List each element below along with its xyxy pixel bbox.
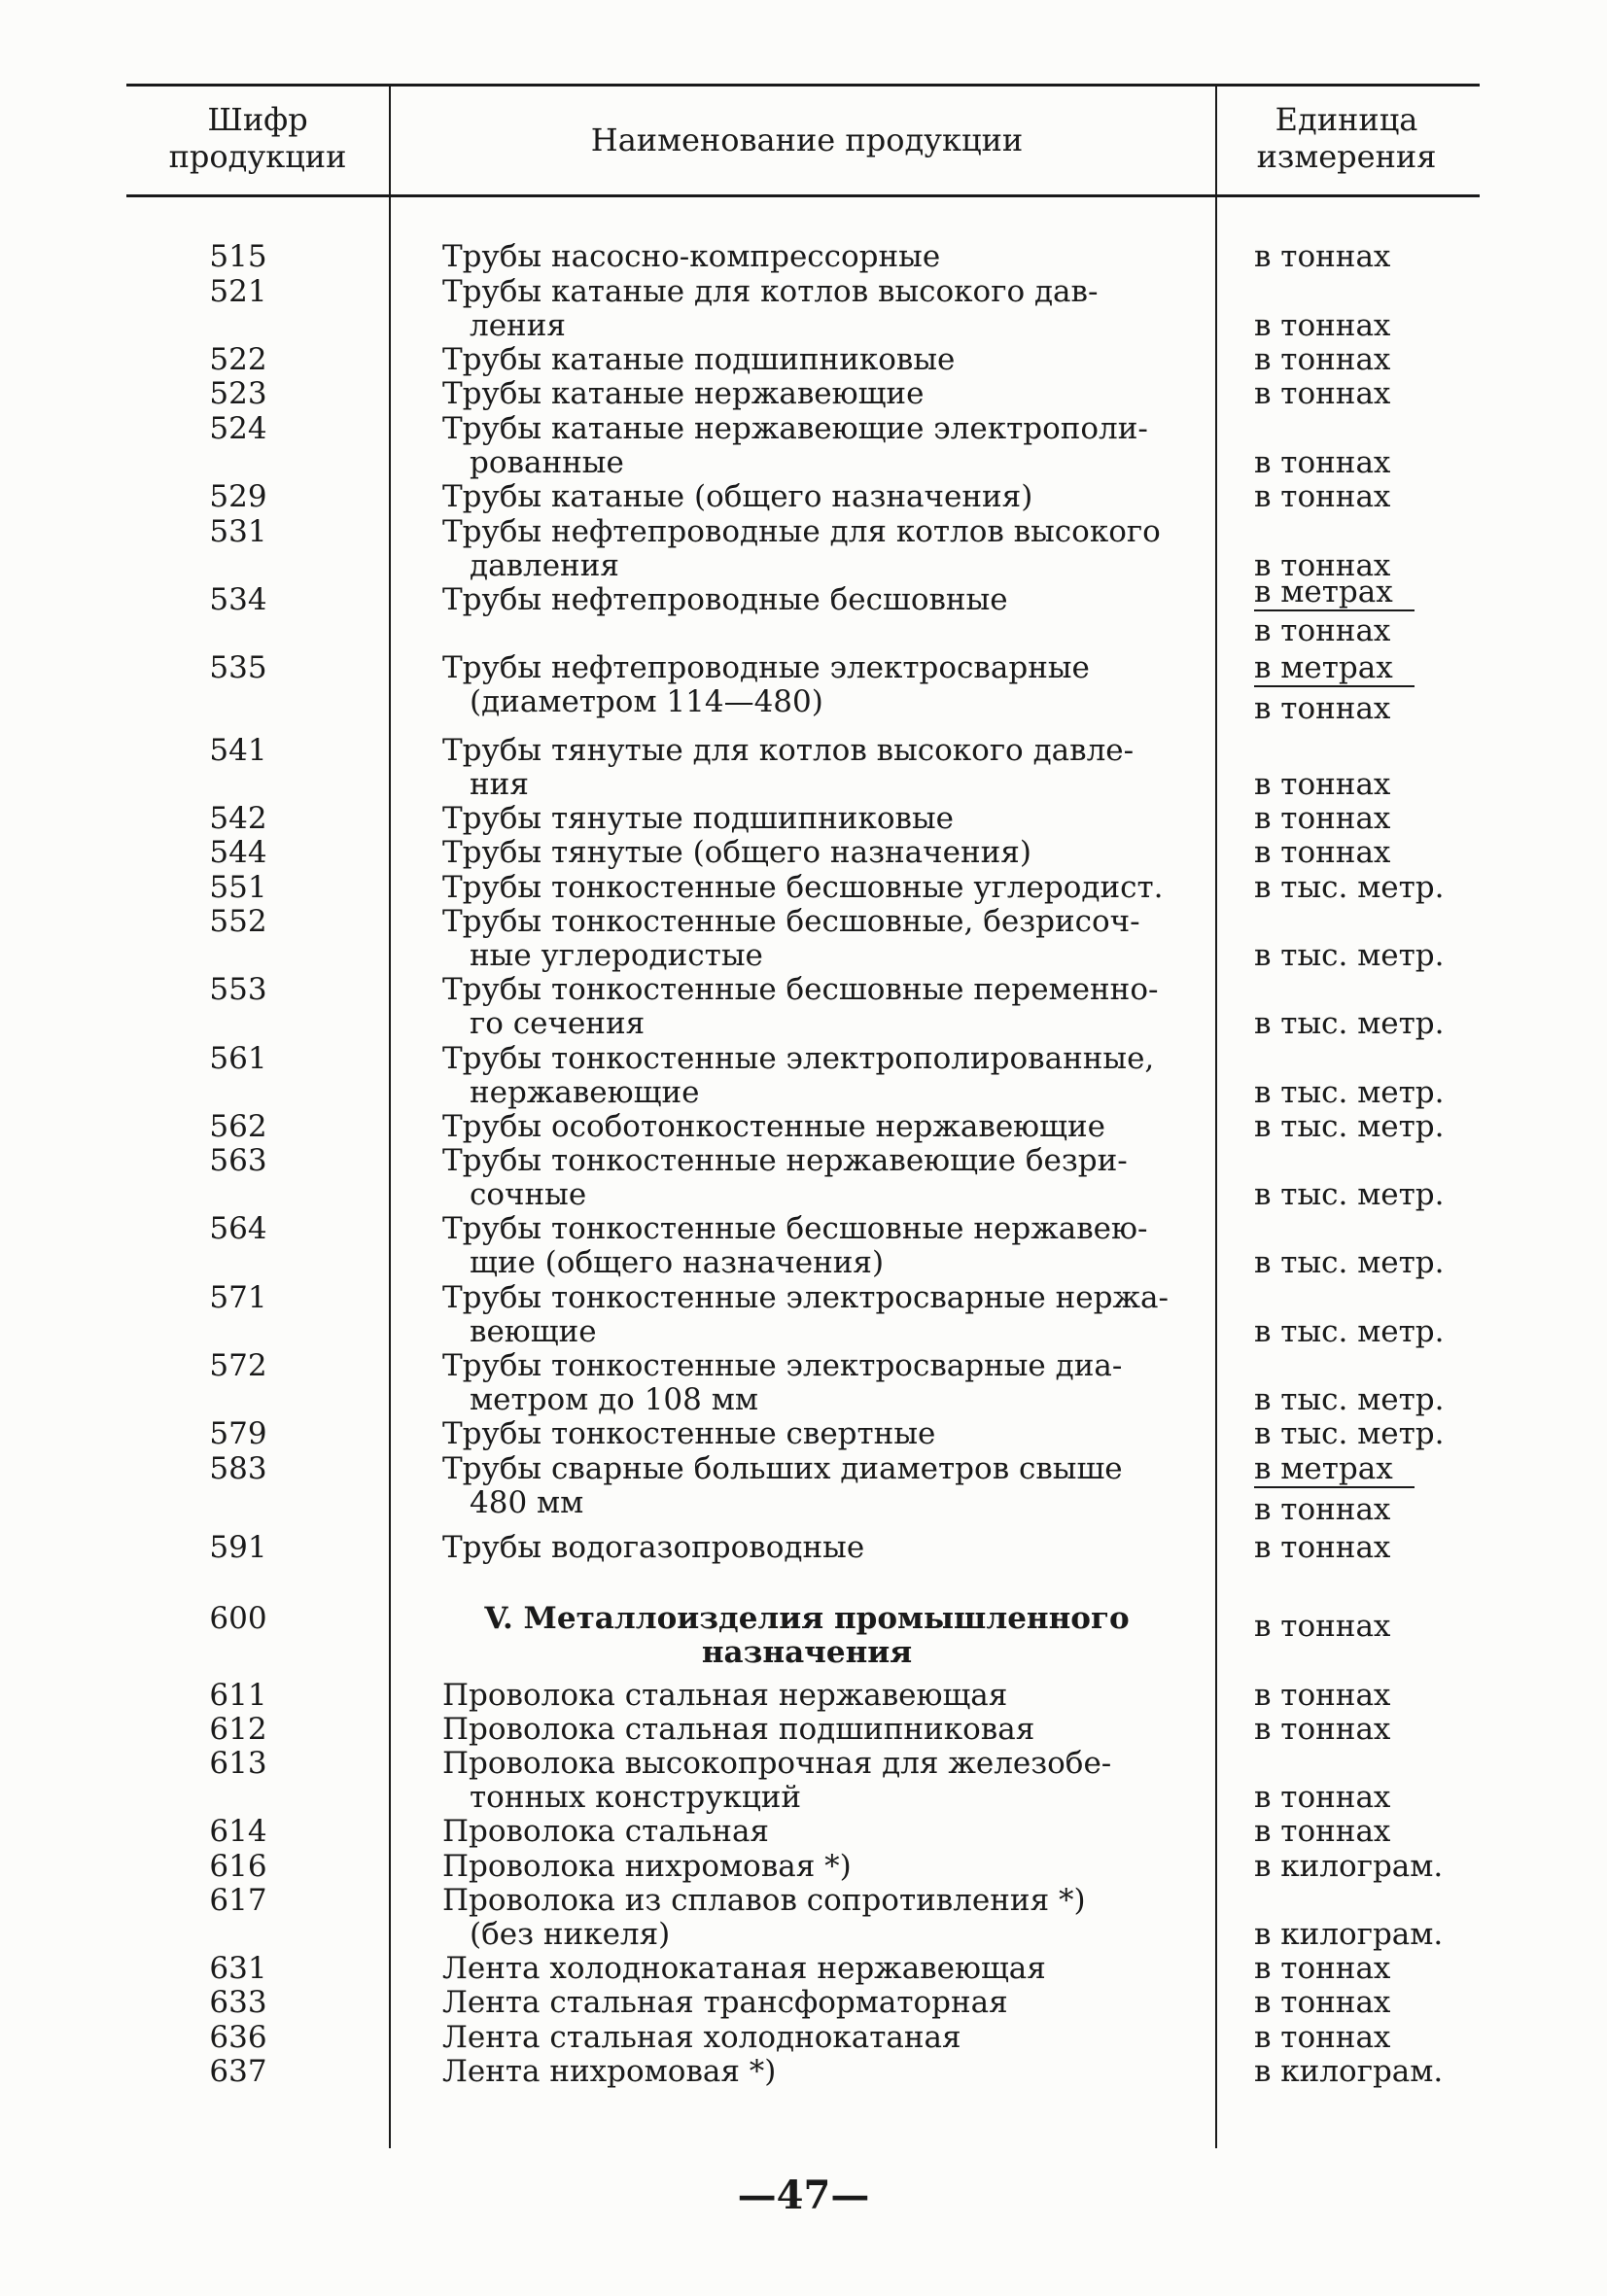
row-name-line: Проволока нихромовая *) [442,1849,852,1884]
row-unit: в тыс. метр. [1254,1006,1445,1041]
row-code: 521 [209,274,267,309]
row-code: 541 [209,733,267,768]
row-name [442,377,1171,411]
row-name [442,1884,1171,1952]
row-code: 534 [209,582,267,617]
row-name-line: Трубы особотонкостенные нержавеющие [442,1109,1105,1144]
row-unit: в тоннах [1254,1609,1391,1644]
row-code: 612 [209,1712,267,1747]
row-name-line: тонных конструкций [470,1780,802,1815]
row-code: 579 [209,1416,267,1451]
row-name-line: Трубы нефтепроводные для котлов высокого [442,514,1161,549]
row-code: 637 [209,2054,267,2089]
header-name: Наименование продукции [590,122,1024,158]
row-name-line: Трубы тонкостенные электрополированные, [442,1041,1155,1076]
row-name [442,836,1171,870]
row-code: 544 [209,835,267,870]
row-unit: в тыс. метр. [1254,1245,1445,1280]
row-name-line: Трубы водогазопроводные [442,1530,865,1565]
row-unit-primary: в метрах [1254,575,1415,611]
row-name [442,1531,1171,1565]
row-unit: в тоннах [1254,1951,1391,1986]
row-name-line: го сечения [470,1006,646,1041]
row-name-line: Лента нихромовая *) [442,2054,777,2089]
column-divider-right [1215,86,1217,2148]
row-unit: в тоннах [1254,308,1391,343]
row-name-line: ления [470,308,566,343]
row-name [442,583,1171,617]
row-name-line: веющие [470,1314,597,1349]
row-name-line: Проволока высокопрочная для железобе- [442,1746,1112,1781]
row-unit: в тоннах [1254,479,1391,514]
row-name-line: V. Металлоизделия промышленного [484,1601,1130,1636]
row-name-line: Трубы тонкостенные бесшовные нержавею- [442,1211,1148,1246]
row-unit-primary: в метрах [1254,1452,1415,1488]
row-unit: в тоннах [1254,801,1391,836]
row-unit: в тоннах [1254,835,1391,870]
row-name-line: Трубы тонкостенные бесшовные углеродист. [442,870,1164,905]
row-unit: в тоннах [1254,342,1391,377]
row-unit: в тоннах [1254,1780,1391,1815]
row-name-line: щие (общего назначения) [470,1245,885,1280]
row-name-line: Трубы катаные нержавеющие электрополи- [442,411,1148,446]
row-name [442,515,1171,583]
row-code: 616 [209,1849,267,1884]
row-code: 617 [209,1883,267,1918]
row-code: 600 [209,1601,267,1636]
row-unit: в тыс. метр. [1254,1075,1445,1110]
row-code: 561 [209,1041,267,1076]
row-name [442,1042,1171,1110]
row-code: 551 [209,870,267,905]
row-code: 542 [209,801,267,836]
row-unit: в тоннах [1254,548,1391,583]
row-name [442,905,1171,973]
row-name [442,1850,1171,1884]
row-name-line: Трубы сварные больших диаметров свыше [442,1451,1123,1486]
row-unit: в тоннах [1254,445,1391,480]
row-name [442,1212,1171,1280]
row-name [442,1747,1171,1815]
row-name-line: ния [470,767,529,802]
row-code: 529 [209,479,267,514]
row-name [442,480,1171,514]
column-divider-left [389,86,391,2148]
row-name-line: сочные [470,1177,587,1212]
row-name [442,1110,1171,1144]
header-unit: Единица измерения [1256,101,1437,175]
row-name [442,734,1171,802]
row-name-line: нержавеющие [470,1075,700,1110]
row-name-line: Трубы катаные нержавеющие [442,376,925,411]
row-name-line: Трубы тонкостенные свертные [442,1416,936,1451]
row-name [442,240,1171,274]
row-name-line: Лента стальная трансформаторная [442,1985,1008,2020]
row-unit: в тыс. метр. [1254,1177,1445,1212]
row-name-line: давления [470,548,619,583]
row-name [442,1144,1171,1212]
row-name-line: Трубы катаные подшипниковые [442,342,956,377]
row-unit-primary: в метрах [1254,651,1415,687]
row-code: 531 [209,514,267,549]
row-code: 523 [209,376,267,411]
row-unit: в тоннах [1254,767,1391,802]
row-unit: в тыс. метр. [1254,1109,1445,1144]
row-name-line: Трубы катаные для котлов высокого дав- [442,274,1099,309]
row-name [442,973,1171,1041]
row-unit: в тоннах [1254,1678,1391,1713]
row-code: 572 [209,1348,267,1383]
row-unit: в тоннах [1254,239,1391,274]
row-name-line: (диаметром 114—480) [470,684,823,719]
row-unit: в тоннах [1254,1985,1391,2020]
row-code: 631 [209,1951,267,1986]
row-name-line: Проволока стальная [442,1814,769,1849]
row-unit: в тоннах [1254,2020,1391,2055]
row-unit: в килограм. [1254,1849,1444,1884]
row-code: 552 [209,904,267,939]
row-name-line: Лента холоднокатаная нержавеющая [442,1951,1046,1986]
row-code: 524 [209,411,267,446]
row-name-line: ные углеродистые [470,938,763,973]
row-name-line: Проволока стальная подшипниковая [442,1712,1035,1747]
row-unit: в тыс. метр. [1254,1314,1445,1349]
row-name-line: Трубы нефтепроводные бесшовные [442,582,1008,617]
row-name-line: Трубы нефтепроводные электросварные [442,650,1090,685]
row-unit: в тыс. метр. [1254,1416,1445,1451]
row-name [442,651,1171,719]
row-name [442,2055,1171,2089]
row-code: 535 [209,650,267,685]
row-unit: в тоннах [1254,1530,1391,1565]
row-unit: в тоннах [1254,1814,1391,1849]
row-code: 633 [209,1985,267,2020]
row-name-line: Трубы тонкостенные бесшовные, безрисоч- [442,904,1140,939]
row-unit: в килограм. [1254,2054,1444,2089]
page-number: —47— [737,2173,870,2218]
row-unit-secondary: в тоннах [1254,1492,1391,1527]
row-name-line: Трубы тянутые (общего назначения) [442,835,1031,870]
row-code: 613 [209,1746,267,1781]
row-name-line: (без никеля) [470,1917,671,1952]
row-name-line: 480 мм [470,1485,584,1520]
row-unit: в тыс. метр. [1254,938,1445,973]
row-name-line: Проволока стальная нержавеющая [442,1678,1008,1713]
row-code: 563 [209,1143,267,1178]
row-unit: в тыс. метр. [1254,870,1445,905]
row-code: 583 [209,1451,267,1486]
row-unit: в тоннах [1254,1712,1391,1747]
row-name [442,1281,1171,1349]
row-name [442,275,1171,343]
row-code: 614 [209,1814,267,1849]
row-name [442,2021,1171,2055]
row-name-line: Трубы тонкостенные электросварные нержа- [442,1280,1169,1315]
row-unit-secondary: в тоннах [1254,613,1391,648]
row-code: 571 [209,1280,267,1315]
header-code: Шифр продукции [168,101,347,175]
row-name-line: Трубы катаные (общего назначения) [442,479,1033,514]
row-name [442,1986,1171,2020]
row-name [442,412,1171,480]
row-code: 522 [209,342,267,377]
row-name-line: метром до 108 мм [470,1382,758,1417]
row-name-line: Трубы тонкостенные нержавеющие безри- [442,1143,1128,1178]
row-name [442,1452,1171,1520]
row-code: 564 [209,1211,267,1246]
row-name [442,871,1171,905]
row-name-line: Трубы тянутые для котлов высокого давле- [442,733,1135,768]
row-code: 515 [209,239,267,274]
row-name-line: Проволока из сплавов сопротивления *) [442,1883,1086,1918]
row-name-line: назначения [701,1635,913,1670]
row-name-line: Трубы насосно-компрессорные [442,239,941,274]
row-unit: в килограм. [1254,1917,1444,1952]
row-name-line: Трубы тонкостенные электросварные диа- [442,1348,1123,1383]
row-name [442,1713,1171,1747]
row-code: 636 [209,2020,267,2055]
row-code: 553 [209,972,267,1007]
row-name [442,1417,1171,1451]
row-name [442,1679,1171,1713]
header-bottom-rule [126,194,1480,197]
row-code: 591 [209,1530,267,1565]
row-name [442,1952,1171,1986]
row-name [442,1815,1171,1849]
row-name [442,343,1171,377]
row-unit: в тоннах [1254,376,1391,411]
row-name [442,1349,1171,1417]
row-name-line: Лента стальная холоднокатаная [442,2020,961,2055]
row-name-line: Трубы тонкостенные бесшовные переменно- [442,972,1159,1007]
row-name-line: рованные [470,445,624,480]
row-name [442,802,1171,836]
row-unit-secondary: в тоннах [1254,691,1391,726]
section-heading [457,1602,1157,1670]
row-unit: в тыс. метр. [1254,1382,1445,1417]
row-code: 562 [209,1109,267,1144]
row-name-line: Трубы тянутые подшипниковые [442,801,954,836]
top-rule [126,84,1480,87]
row-code: 611 [209,1678,267,1713]
